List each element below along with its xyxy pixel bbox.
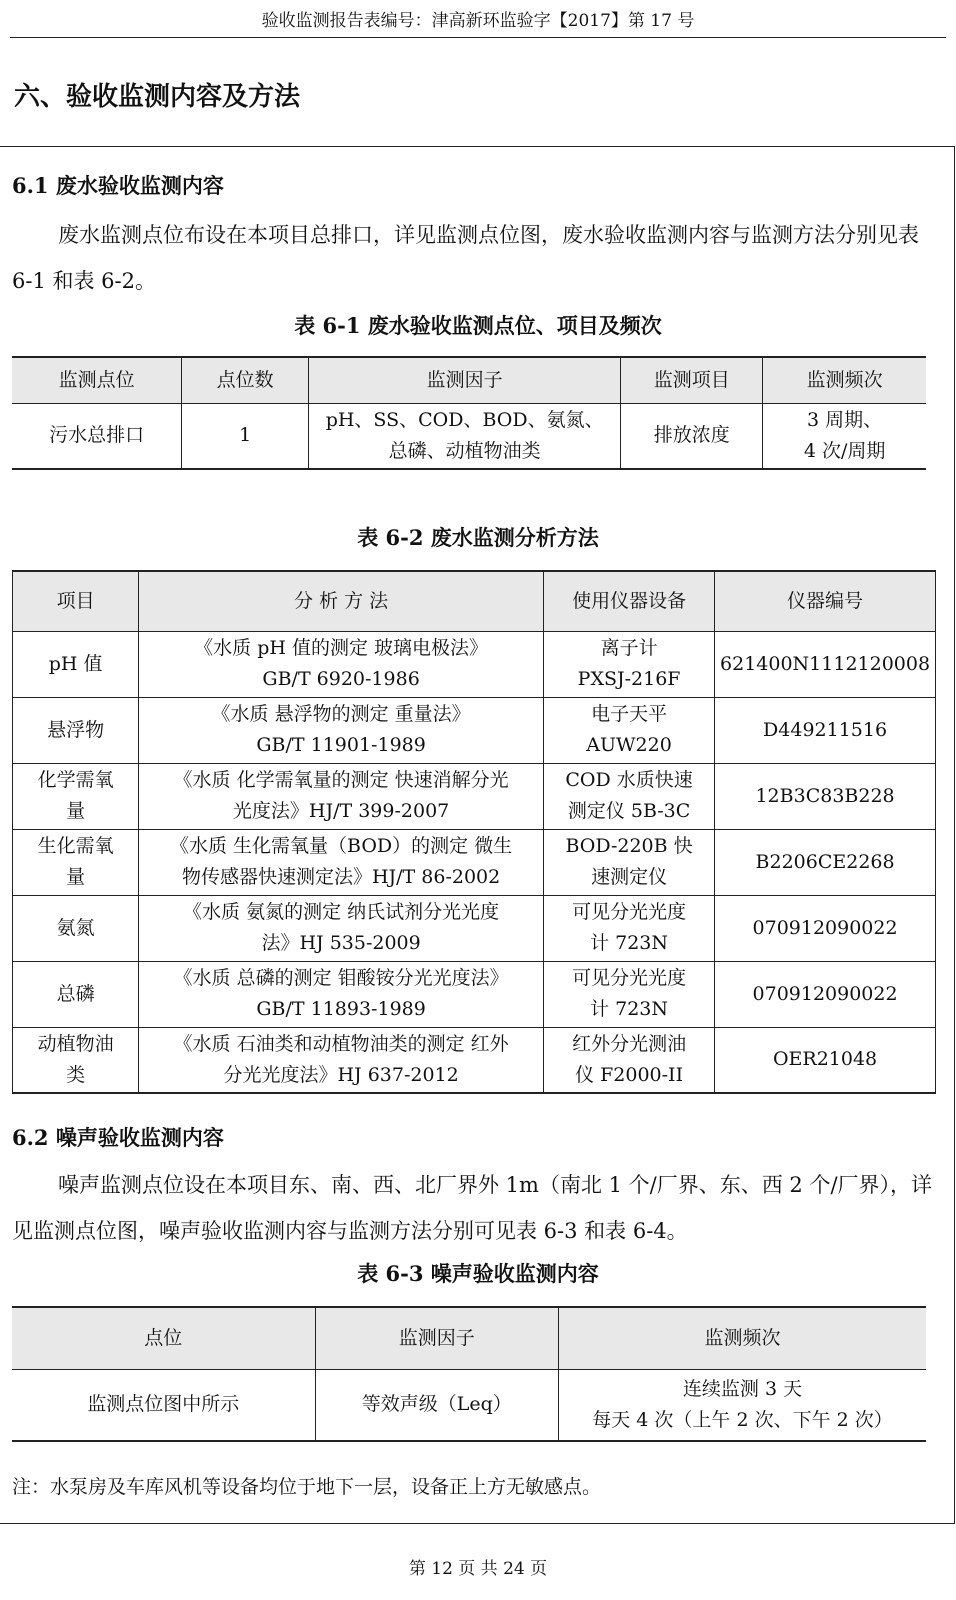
table-header-cell: 点位	[12, 1307, 315, 1369]
cell-line: 量	[66, 866, 86, 888]
table-cell	[139, 763, 544, 829]
cell-line: 《水质 总磷的测定 钼酸铵分光光度法》	[173, 967, 509, 989]
table-cell	[139, 1027, 544, 1093]
cell-line: pH、SS、COD、BOD、氨氮、	[325, 408, 604, 431]
table-row	[13, 961, 936, 1027]
cell-line: 《水质 悬浮物的测定 重量法》	[211, 703, 471, 725]
table-cell	[13, 961, 139, 1027]
table-cell	[13, 697, 139, 763]
table-cell	[544, 829, 715, 895]
cell-line: 总磷、动植物油类	[388, 439, 541, 462]
cell-line: BOD-220B 快	[565, 835, 693, 857]
table-header-cell: 使用仪器设备	[544, 571, 715, 631]
cell-line: 分光光度法》HJ 637-2012	[223, 1063, 459, 1086]
table-6-1-caption: 表 6-1 废水验收监测点位、项目及频次	[294, 313, 662, 338]
table-cell	[139, 631, 544, 697]
table-cell: 12B3C83B228	[715, 763, 936, 829]
table-cell	[13, 895, 139, 961]
cell-line: 每天 4 次（上午 2 次、下午 2 次）	[592, 1408, 893, 1431]
page-header: 验收监测报告表编号：津高新环监验字【2017】第 17 号	[10, 6, 946, 38]
table-header-cell: 监测因子	[309, 357, 621, 403]
cell-line: 可见分光光度	[572, 901, 687, 923]
table-header-cell: 监测因子	[315, 1307, 558, 1369]
cell-line: 计 723N	[590, 998, 669, 1020]
table-cell	[139, 697, 544, 763]
cell-line: GB/T 6920-1986	[262, 668, 420, 690]
table-cell	[544, 697, 715, 763]
table-6-3-caption: 表 6-3 噪声验收监测内容	[357, 1261, 599, 1286]
cell-line: 仪 F2000-II	[575, 1063, 684, 1086]
cell-line: 法》HJ 535-2009	[261, 932, 421, 954]
table-cell: 070912090022	[715, 895, 936, 961]
cell-line: 连续监测 3 天	[682, 1377, 803, 1400]
table-cell: 污水总排口	[12, 403, 182, 469]
table-cell: 排放浓度	[621, 403, 763, 469]
cell-line: 计 723N	[590, 932, 669, 954]
cell-line: 离子计	[600, 637, 658, 659]
cell-line: 《水质 化学需氧量的测定 快速消解分光	[173, 769, 509, 791]
cell-line: 悬浮物	[47, 718, 105, 741]
cell-line: 动植物油	[37, 1032, 114, 1055]
table-row	[12, 1369, 926, 1441]
cell-line: pH 值	[48, 652, 103, 675]
table-cell	[544, 631, 715, 697]
table-cell	[13, 763, 139, 829]
table-header-cell: 点位数	[182, 357, 309, 403]
cell-line: GB/T 11901-1989	[256, 734, 426, 756]
section-title: 六、验收监测内容及方法	[14, 82, 301, 112]
table-row	[13, 895, 936, 961]
cell-line: 光度法》HJ/T 399-2007	[232, 800, 450, 822]
table-row	[13, 631, 936, 697]
table-cell	[13, 631, 139, 697]
table-cell	[544, 895, 715, 961]
subsection-6-2-paragraph: 噪声监测点位设在本项目东、南、西、北厂界外 1m（南北 1 个/厂界、东、西 2 个/厂界），详见监测点位图，噪声验收监测内容与监测方法分别可见表 6-3 和表 6-4。	[12, 1173, 933, 1243]
table-header-cell: 监测点位	[12, 357, 182, 403]
table-cell: 监测点位图中所示	[12, 1369, 315, 1441]
table-cell	[139, 895, 544, 961]
table-cell	[544, 1027, 715, 1093]
table-cell: 等效声级（Leq）	[315, 1369, 558, 1441]
table-cell	[309, 403, 621, 469]
cell-line: 可见分光光度	[572, 967, 687, 989]
cell-line: 红外分光测油	[572, 1032, 687, 1055]
table-6-3	[12, 1306, 926, 1442]
table-cell: 1	[182, 403, 309, 469]
table-cell	[139, 829, 544, 895]
cell-line: 《水质 pH 值的测定 玻璃电极法》	[194, 637, 489, 659]
table-6-1	[12, 356, 926, 470]
table-cell: 621400N1112120008	[715, 631, 936, 697]
cell-line: 生化需氧	[37, 835, 114, 857]
cell-line: AUW220	[586, 734, 672, 756]
table-cell: B2206CE2268	[715, 829, 936, 895]
table-header-cell: 监测项目	[621, 357, 763, 403]
cell-line: 4 次/周期	[803, 439, 886, 462]
table-header-cell: 监测频次	[559, 1307, 926, 1369]
cell-line: 氨氮	[56, 916, 95, 939]
page-footer: 第 12 页 共 24 页	[408, 1559, 548, 1579]
table-6-2	[12, 570, 936, 1094]
table-cell	[559, 1369, 926, 1441]
subsection-6-1-paragraph: 废水监测点位布设在本项目总排口，详见监测点位图，废水验收监测内容与监测方法分别见表 6-1 和表 6-2。	[12, 223, 919, 293]
cell-line: PXSJ-216F	[577, 668, 681, 690]
cell-line: 物传感器快速测定法》HJ/T 86-2002	[181, 866, 501, 888]
table-row	[13, 763, 936, 829]
cell-line: 量	[66, 800, 86, 822]
table-cell	[139, 961, 544, 1027]
table-cell: D449211516	[715, 697, 936, 763]
cell-line: 3 周期、	[807, 408, 883, 431]
cell-line: 总磷	[56, 982, 95, 1005]
table-header-cell: 分 析 方 法	[139, 571, 544, 631]
table-cell	[544, 763, 715, 829]
cell-line: 测定仪 5B-3C	[567, 800, 691, 822]
table-header-cell: 监测频次	[763, 357, 926, 403]
table-header-cell: 仪器编号	[715, 571, 936, 631]
cell-line: 《水质 石油类和动植物油类的测定 红外	[173, 1032, 509, 1055]
subsection-6-1-heading: 6.1 废水验收监测内容	[12, 173, 224, 198]
table-6-2-caption: 表 6-2 废水监测分析方法	[357, 525, 599, 550]
subsection-6-2-heading: 6.2 噪声验收监测内容	[12, 1125, 224, 1150]
cell-line: COD 水质快速	[565, 769, 693, 791]
table-cell	[13, 829, 139, 895]
table-cell: OER21048	[715, 1027, 936, 1093]
cell-line: 类	[66, 1063, 86, 1086]
cell-line: 速测定仪	[591, 866, 668, 888]
table-row	[12, 403, 926, 469]
table-cell	[13, 1027, 139, 1093]
table-cell	[763, 403, 926, 469]
cell-line: 电子天平	[591, 703, 668, 725]
table-row	[13, 1027, 936, 1093]
cell-line: 《水质 氨氮的测定 纳氏试剂分光光度	[183, 901, 500, 923]
table-header-cell: 项目	[13, 571, 139, 631]
cell-line: 《水质 生化需氧量（BOD）的测定 微生	[169, 835, 513, 857]
table-note: 注：水泵房及车库风机等设备均位于地下一层，设备正上方无敏感点。	[12, 1476, 602, 1498]
cell-line: 化学需氧	[37, 769, 114, 791]
table-row	[13, 697, 936, 763]
table-cell	[544, 961, 715, 1027]
table-cell: 070912090022	[715, 961, 936, 1027]
cell-line: GB/T 11893-1989	[256, 998, 426, 1020]
table-row	[13, 829, 936, 895]
